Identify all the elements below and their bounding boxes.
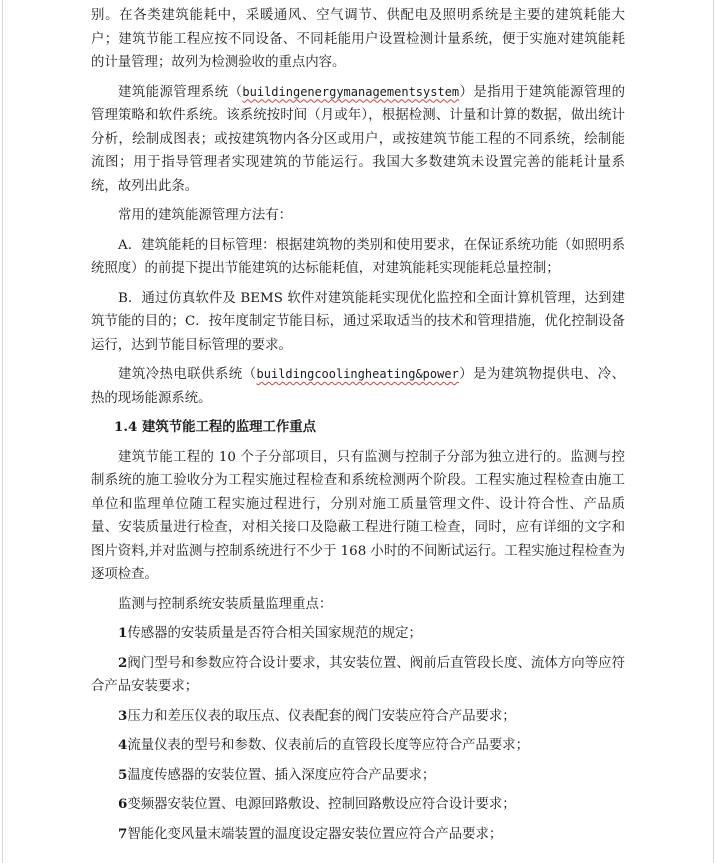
- list-item-number: 2: [118, 654, 128, 671]
- list-item: [91, 793, 625, 817]
- paragraph-bems: [91, 81, 625, 199]
- list-item-text: 流量仪表的型号和参数、仪表前后的直管段长度等应符合产品要求；: [127, 738, 530, 753]
- bems-text-after: ）是指用于建筑能源管理的管理策略和软件系统。该系统按时间（月或年），根据检测、计量和计算的数据，做出统计分析，绘制成图表；或按建筑物内各分区或用户，或按建筑节能工程的不同系统，绘制能流图；用于指导管理者实现建筑的节能运行。我国大多数建筑未设置完善的能耗计量系统，故列出此条。: [91, 84, 626, 194]
- list-item: [91, 705, 625, 729]
- list-item: [91, 764, 625, 788]
- document-body: [91, 4, 625, 852]
- list-item-text: 智能化变风量末端装置的温度设定器安装位置应符合产品要求；: [127, 826, 503, 842]
- paragraph-key-points: 监测与控制系统安装质量监理重点：: [118, 596, 333, 612]
- list-item: [91, 734, 625, 758]
- paragraph-methods-intro: 常用的建筑能源管理方法有：: [118, 208, 293, 223]
- paragraph-section-intro: 建筑节能工程的 10 个子分部项目，只有监测与控制子分部为独立进行的。监测与控制系统的施工验收分为工程实施过程检查和系统检测两个阶段。工程实施过程检查由施工单位和监理单位随工程实施过程进行，分别对施工质量管理文件、设计符合性、产品质量、安装质量进行检查，对相关接口及隐蔽工程进行随工检查，同时，应有详细的文字和图片资料,并对监测与控制系统进行不少于 168 小时的不间断试运行。工程实施过程检查为逐项检查。: [91, 449, 625, 582]
- cchp-text-before: 建筑冷热电联供系统（: [118, 367, 257, 382]
- page-right-edge: [713, 0, 714, 863]
- list-item-text: 温度传感器的安装位置、插入深度应符合产品要求；: [127, 767, 436, 783]
- bems-term: buildingenergymanagementsystem: [242, 84, 460, 99]
- list-item-text: 阀门型号和参数应符合设计要求，其安装位置、阀前后直管段长度、流体方向等应符合产品安装要求；: [91, 655, 625, 694]
- list-item-number: 6: [118, 796, 128, 812]
- list-item: [91, 622, 625, 646]
- cchp-text-after: ）是为建筑物提供电、冷、热的现场能源系统。: [91, 367, 626, 406]
- list-item-number: 1: [118, 625, 128, 641]
- list-item-number: 3: [118, 707, 128, 724]
- section-title: 建筑节能工程的监理工作重点: [141, 419, 317, 435]
- list-item-number: 7: [118, 825, 128, 842]
- paragraph-method-b: B．通过仿真软件及 BEMS 软件对建筑能耗实现优化监控和全面计算机管理，达到建筑节能的目的；C．按年度制定节能目标，通过采取适当的技术和管理措施，优化控制设备运行，达到节能目标管理的要求。: [91, 290, 625, 353]
- bems-text-before: 建筑能源管理系统（: [118, 84, 243, 100]
- list-item-text: 压力和差压仪表的取压点、仪表配套的阀门安装应符合产品要求；: [127, 708, 516, 724]
- paragraph-cchp: [91, 363, 625, 410]
- paragraph-continuation: 别。在各类建筑能耗中，采暖通风、空气调节、供配电及照明系统是主要的建筑耗能大户；建筑节能工程应按不同设备、不同耗能用户设置检测计量系统，便于实施对建筑能耗的计量管理；故列为检测验收的重点内容。: [91, 8, 625, 70]
- list-item: [91, 823, 625, 847]
- list-item-number: 4: [118, 737, 128, 753]
- cchp-term: buildingcoolingheating&power: [256, 367, 459, 381]
- list-item: [91, 652, 625, 699]
- section-heading: [91, 416, 625, 440]
- page-left-edge: [2, 0, 3, 863]
- list-item-number: 5: [118, 766, 128, 783]
- section-number: 1.4: [114, 419, 138, 435]
- list-item-text: 变频器安装位置、电源回路敷设、控制回路敷设应符合设计要求；: [127, 797, 516, 812]
- list-item-text: 传感器的安装质量是否符合相关国家规范的规定；: [127, 626, 422, 641]
- paragraph-method-a: A．建筑能耗的目标管理：根据建筑物的类别和使用要求，在保证系统功能（如照明系统照度）的前提下提出节能建筑的达标能耗值，对建筑能耗实现能耗总量控制；: [91, 237, 625, 276]
